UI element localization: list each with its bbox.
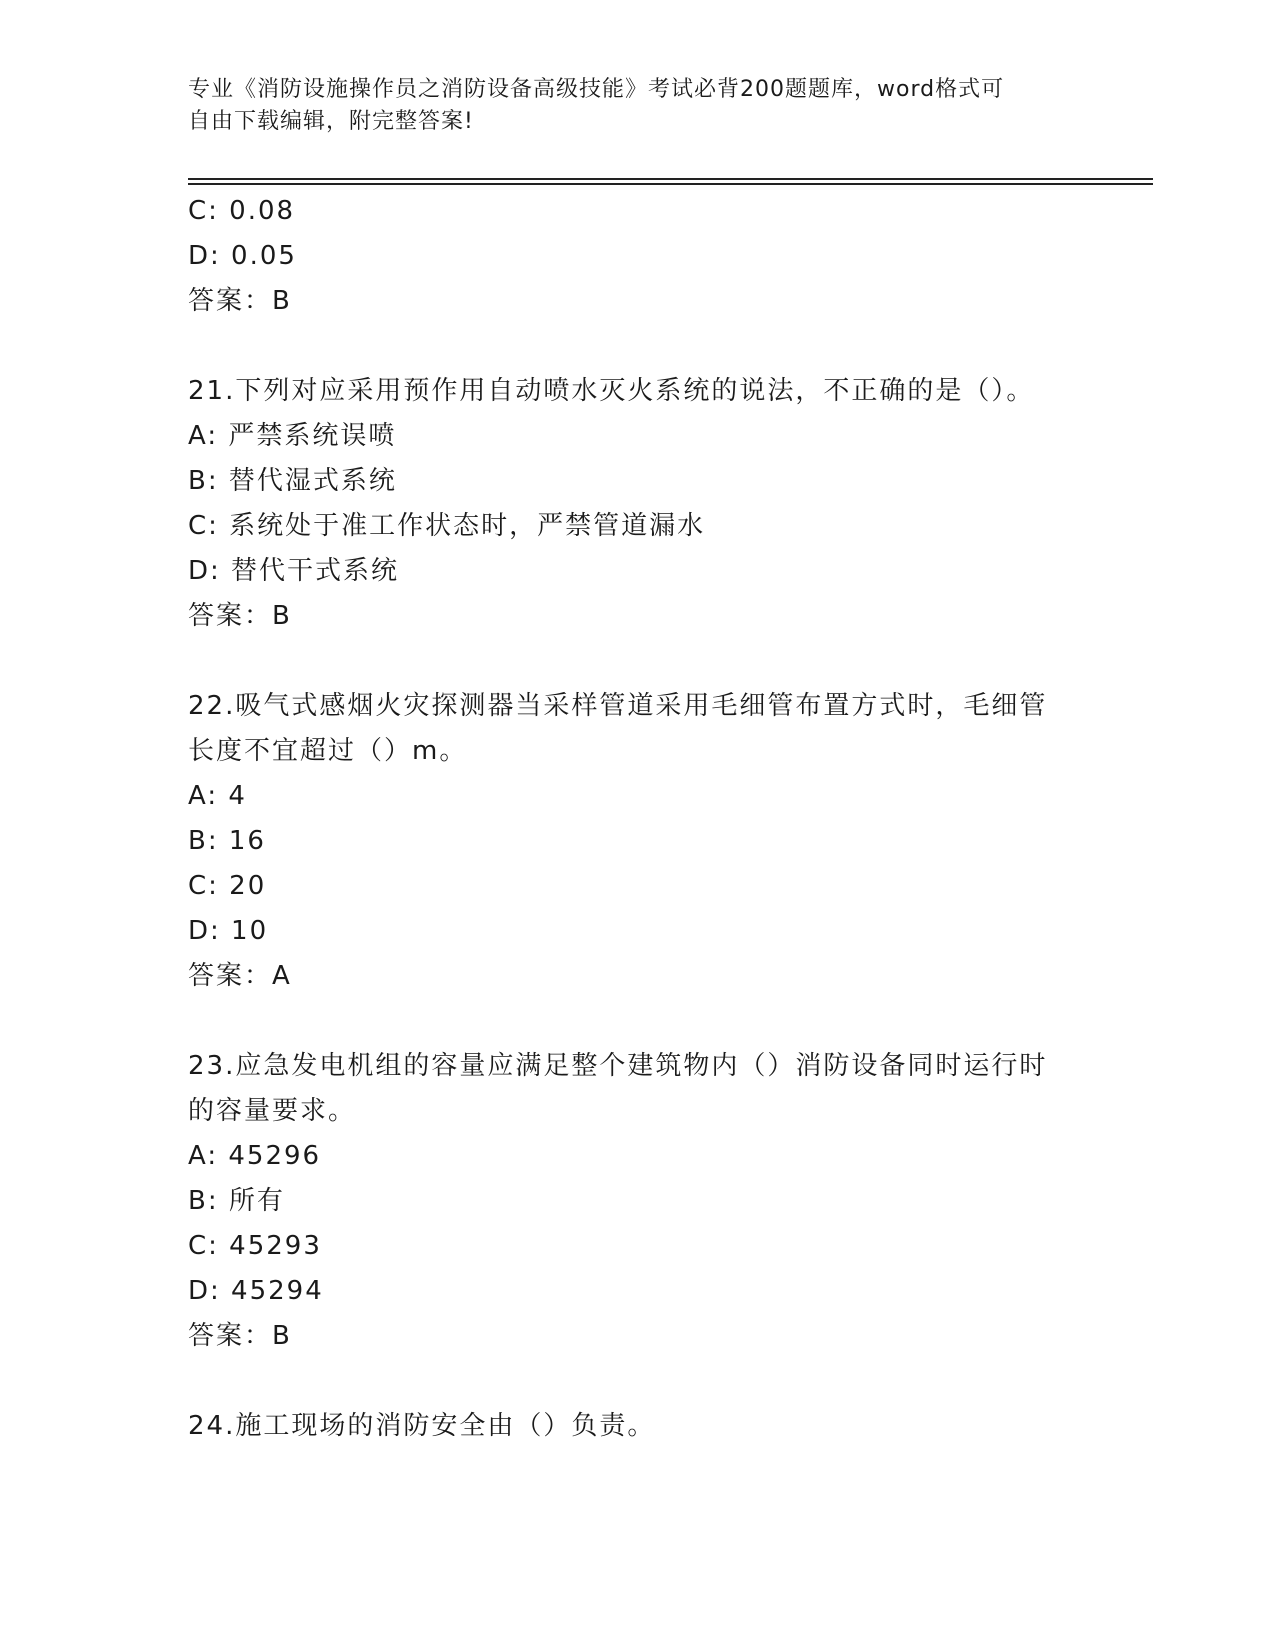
question-21-answer: 答案：B [188, 601, 292, 631]
question-23-option-a: A: 45296 [188, 1141, 322, 1171]
question-23-text-line-1: 23.应急发电机组的容量应满足整个建筑物内（）消防设备同时运行时 [188, 1051, 1048, 1081]
question-22-answer: 答案：A [188, 961, 292, 991]
question-21-option-b: B: 替代湿式系统 [188, 466, 397, 496]
question-21-text: 21.下列对应采用预作用自动喷水灭火系统的说法，不正确的是（）。 [188, 376, 1035, 406]
question-23-option-d: D: 45294 [188, 1276, 324, 1306]
answer-line: 答案：B [188, 286, 292, 316]
question-21-option-a: A: 严禁系统误喷 [188, 421, 397, 451]
header-rule-top [188, 178, 1153, 180]
option-d: D: 0.05 [188, 241, 297, 271]
question-22-option-a: A: 4 [188, 781, 247, 811]
header-line-1: 专业《消防设施操作员之消防设备高级技能》考试必背200题题库，word格式可 [188, 77, 1005, 102]
question-24-text: 24.施工现场的消防安全由（）负责。 [188, 1411, 656, 1441]
document-header [188, 74, 1088, 138]
question-22-text-line-1: 22.吸气式感烟火灾探测器当采样管道采用毛细管布置方式时，毛细管 [188, 691, 1048, 721]
question-23-option-c: C: 45293 [188, 1231, 322, 1261]
question-22-option-b: B: 16 [188, 826, 266, 856]
header-line-2: 自由下载编辑，附完整答案! [188, 109, 474, 134]
question-21-option-d: D: 替代干式系统 [188, 556, 400, 586]
question-23-text-line-2: 的容量要求。 [188, 1096, 357, 1126]
option-c: C: 0.08 [188, 196, 296, 226]
question-22-text-line-2: 长度不宜超过（）m。 [188, 736, 468, 766]
question-22-option-d: D: 10 [188, 916, 269, 946]
question-23-answer: 答案：B [188, 1321, 292, 1351]
question-21-option-c: C: 系统处于准工作状态时，严禁管道漏水 [188, 511, 706, 541]
question-22-option-c: C: 20 [188, 871, 267, 901]
header-rule-bottom [188, 183, 1153, 185]
question-23-option-b: B: 所有 [188, 1186, 285, 1216]
